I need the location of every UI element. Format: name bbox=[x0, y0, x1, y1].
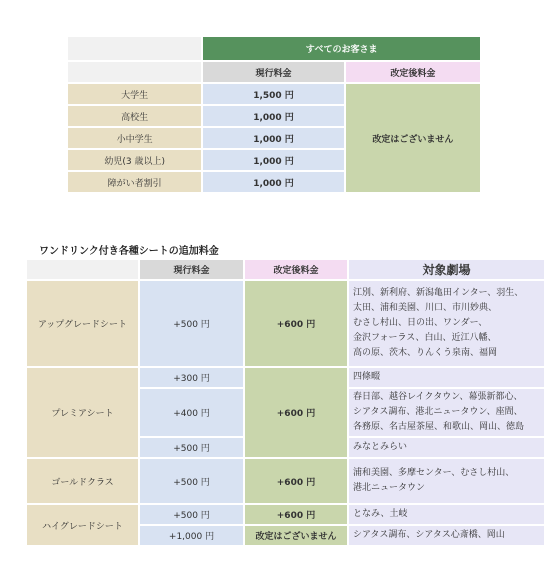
seat-surcharge-title: ワンドリンク付き各種シートの追加料金 bbox=[39, 246, 219, 257]
corner-cell bbox=[68, 62, 201, 82]
no-revision-note: 改定はございません bbox=[245, 526, 347, 545]
category-label: 小中学生 bbox=[68, 128, 201, 148]
revised-price: +600 円 bbox=[245, 459, 347, 503]
corner-cell bbox=[68, 37, 201, 60]
category-label: 障がい者割引 bbox=[68, 172, 201, 192]
seat-surcharge-table bbox=[25, 258, 546, 547]
corner-cell bbox=[27, 260, 138, 279]
theater-line: 春日部、越谷レイクタウン、幕張新都心、 bbox=[353, 392, 523, 402]
revised-price: +600 円 bbox=[245, 281, 347, 366]
current-price: 1,000 円 bbox=[203, 172, 343, 192]
seat-type-highgrade: ハイグレードシート bbox=[27, 505, 138, 545]
current-price: +500 円 bbox=[140, 438, 243, 457]
theater-line: 浦和美園、多摩センター、むさし村山、 bbox=[353, 468, 515, 478]
theater-line: 港北ニュータウン bbox=[353, 483, 426, 493]
current-price: +400 円 bbox=[140, 389, 243, 436]
current-price: +500 円 bbox=[140, 505, 243, 524]
current-fare-header: 現行料金 bbox=[203, 62, 343, 82]
theater-line: 各務原、名古屋茶屋、和歌山、岡山、徳島 bbox=[353, 422, 525, 432]
revised-price: +600 円 bbox=[245, 505, 347, 524]
theater-line: シアタス調布、港北ニュータウン、座間、 bbox=[353, 407, 523, 417]
theater-line: シアタス調布、シアタス心斎橋、岡山 bbox=[353, 530, 505, 540]
current-price: 1,500 円 bbox=[203, 84, 343, 104]
no-revision-note: 改定はございません bbox=[346, 84, 480, 192]
theater-line: 金沢フォーラス、白山、近江八幡、 bbox=[353, 333, 497, 343]
theater-line: むさし村山、日の出、ワンダー、 bbox=[353, 318, 488, 328]
theater-line: 高の原、茨木、りんくう泉南、福岡 bbox=[353, 348, 498, 358]
theater-list bbox=[349, 526, 544, 545]
general-fare-table bbox=[66, 35, 482, 194]
revised-price: +600 円 bbox=[245, 368, 347, 457]
current-price: +500 円 bbox=[140, 459, 243, 503]
category-label: 幼児(3 歳以上) bbox=[68, 150, 201, 170]
revised-fare-header: 改定後料金 bbox=[245, 260, 347, 279]
theater-line: みなとみらい bbox=[353, 442, 408, 452]
current-price: 1,000 円 bbox=[203, 128, 343, 148]
theater-line: 四條畷 bbox=[353, 372, 381, 382]
theater-list bbox=[349, 281, 544, 366]
seat-type-premier: プレミアシート bbox=[27, 368, 138, 457]
theater-list bbox=[349, 459, 544, 503]
category-label: 大学生 bbox=[68, 84, 201, 104]
theater-list bbox=[349, 368, 544, 387]
theater-line: 太田、浦和美園、川口、市川妙典、 bbox=[353, 303, 498, 313]
current-price: +500 円 bbox=[140, 281, 243, 366]
seat-type-upgrade: アップグレードシート bbox=[27, 281, 138, 366]
all-customers-header: すべてのお客さま bbox=[203, 37, 480, 60]
theater-list bbox=[349, 438, 544, 457]
current-price: +300 円 bbox=[140, 368, 243, 387]
revised-fare-header: 改定後料金 bbox=[346, 62, 480, 82]
current-price: 1,000 円 bbox=[203, 106, 343, 126]
current-fare-header: 現行料金 bbox=[140, 260, 243, 279]
theater-line: 江別、新利府、新潟亀田インター、羽生、 bbox=[353, 288, 524, 298]
theaters-header: 対象劇場 bbox=[349, 260, 544, 279]
current-price: 1,000 円 bbox=[203, 150, 343, 170]
seat-type-gold: ゴールドクラス bbox=[27, 459, 138, 503]
current-price: +1,000 円 bbox=[140, 526, 243, 545]
theater-list bbox=[349, 389, 544, 436]
category-label: 高校生 bbox=[68, 106, 201, 126]
theater-list bbox=[349, 505, 544, 524]
theater-line: となみ、土岐 bbox=[353, 509, 408, 519]
